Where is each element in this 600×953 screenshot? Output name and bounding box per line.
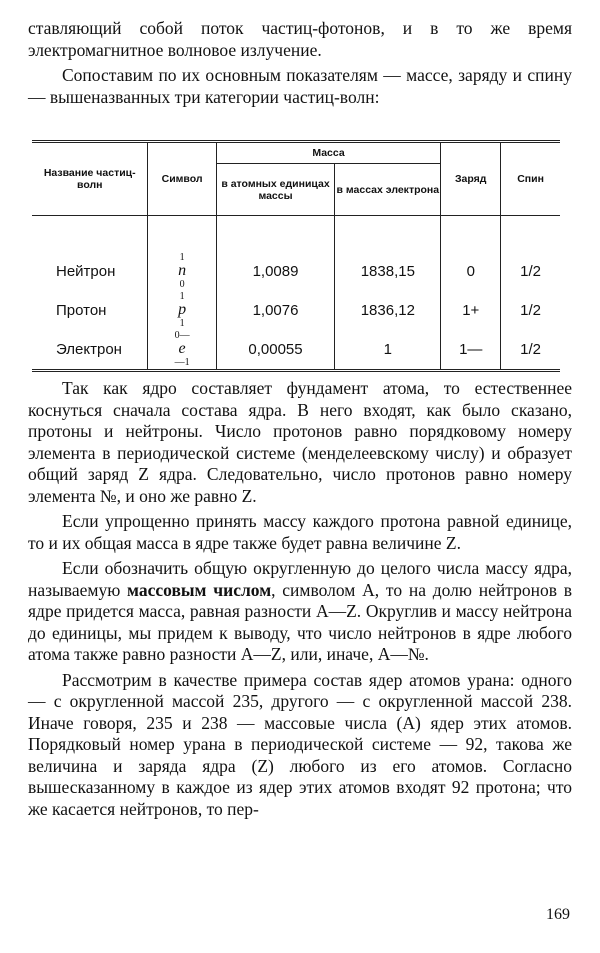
charge: 1+ <box>441 291 501 330</box>
body-text <box>28 378 572 820</box>
particle-symbol: 1 n 0 <box>148 252 216 291</box>
spin: 1/2 <box>501 291 560 330</box>
mass-amu: 1,0089 <box>216 252 335 291</box>
mass-amu: 1,0076 <box>216 291 335 330</box>
header-spin: Спин <box>501 142 560 216</box>
header-name: Название частиц-волн <box>32 142 148 216</box>
spin: 1/2 <box>501 330 560 371</box>
header-mass-electron: в массах электрона <box>335 164 441 216</box>
body-paragraph-1: Так как ядро составляет фундамент атома, то естественнее коснуться сначала состава ядра. В него входят, как было сказано, протоны и нейтроны. Число протонов равно порядковому номеру элемента в периодической системе (менделеевскому числу) и образует общий заряд Z ядра. Следовательно, число протонов равно номеру элемента №, и оно же равно Z. <box>28 378 572 506</box>
charge: 0 <box>441 252 501 291</box>
particle-symbol: 1 p 1 <box>148 291 216 330</box>
table-row <box>32 330 560 371</box>
particles-table <box>32 140 560 372</box>
header-mass-atomic: в атомных единицах массы <box>216 164 335 216</box>
particle-name: Электрон <box>32 330 148 371</box>
header-symbol: Символ <box>148 142 216 216</box>
intro-paragraph-1: ставляющий собой поток частиц-фотонов, и в то же время электромагнитное волновое излучение. <box>28 18 572 60</box>
mass-amu: 0,00055 <box>216 330 335 371</box>
header-charge: Заряд <box>441 142 501 216</box>
body-paragraph-3: Если обозначить общую округленную до целого числа массу ядра, называемую массовым числом, символом A, то на долю нейтронов в ядре придется масса, равная разности A—Z. Округлив и массу нейтрона до единицы, мы придем к выводу, что число нейтронов в ядре любого атома также равно разности A—Z, или, иначе, A—№. <box>28 558 572 664</box>
particle-name: Протон <box>32 291 148 330</box>
mass-electron: 1838,15 <box>335 252 441 291</box>
mass-electron: 1 <box>335 330 441 371</box>
header-mass: Масса <box>216 142 441 164</box>
body-paragraph-4: Рассмотрим в качестве примера состав ядер атомов урана: одного — с округленной массой 235, другого — с округленной массой 238. Иначе говоря, 235 и 238 — массовые числа (A) ядер этих атомов. Порядковый номер урана в периодической системе — 92, такова же величина и заряда ядра (Z) любого из его атомов. Согласно вышесказанному в каждое из ядер этих атомов входят 92 протона; что же касается нейтронов, то пер- <box>28 669 572 819</box>
spin: 1/2 <box>501 252 560 291</box>
table-row <box>32 252 560 291</box>
mass-electron: 1836,12 <box>335 291 441 330</box>
particle-name: Нейтрон <box>32 252 148 291</box>
page-content <box>28 18 572 108</box>
charge: 1— <box>441 330 501 371</box>
table-row <box>32 291 560 330</box>
particle-symbol: 0— e —1 <box>148 330 216 371</box>
intro-paragraph-2: Сопоставим по их основным показателям — массе, заряду и спину — вышеназванных три категории частиц-волн: <box>28 65 572 107</box>
bold-term: массовым числом <box>127 579 272 600</box>
body-paragraph-2: Если упрощенно принять массу каждого протона равной единице, то и их общая масса в ядре также будет равна величине Z. <box>28 511 572 553</box>
page-number: 169 <box>546 906 570 923</box>
